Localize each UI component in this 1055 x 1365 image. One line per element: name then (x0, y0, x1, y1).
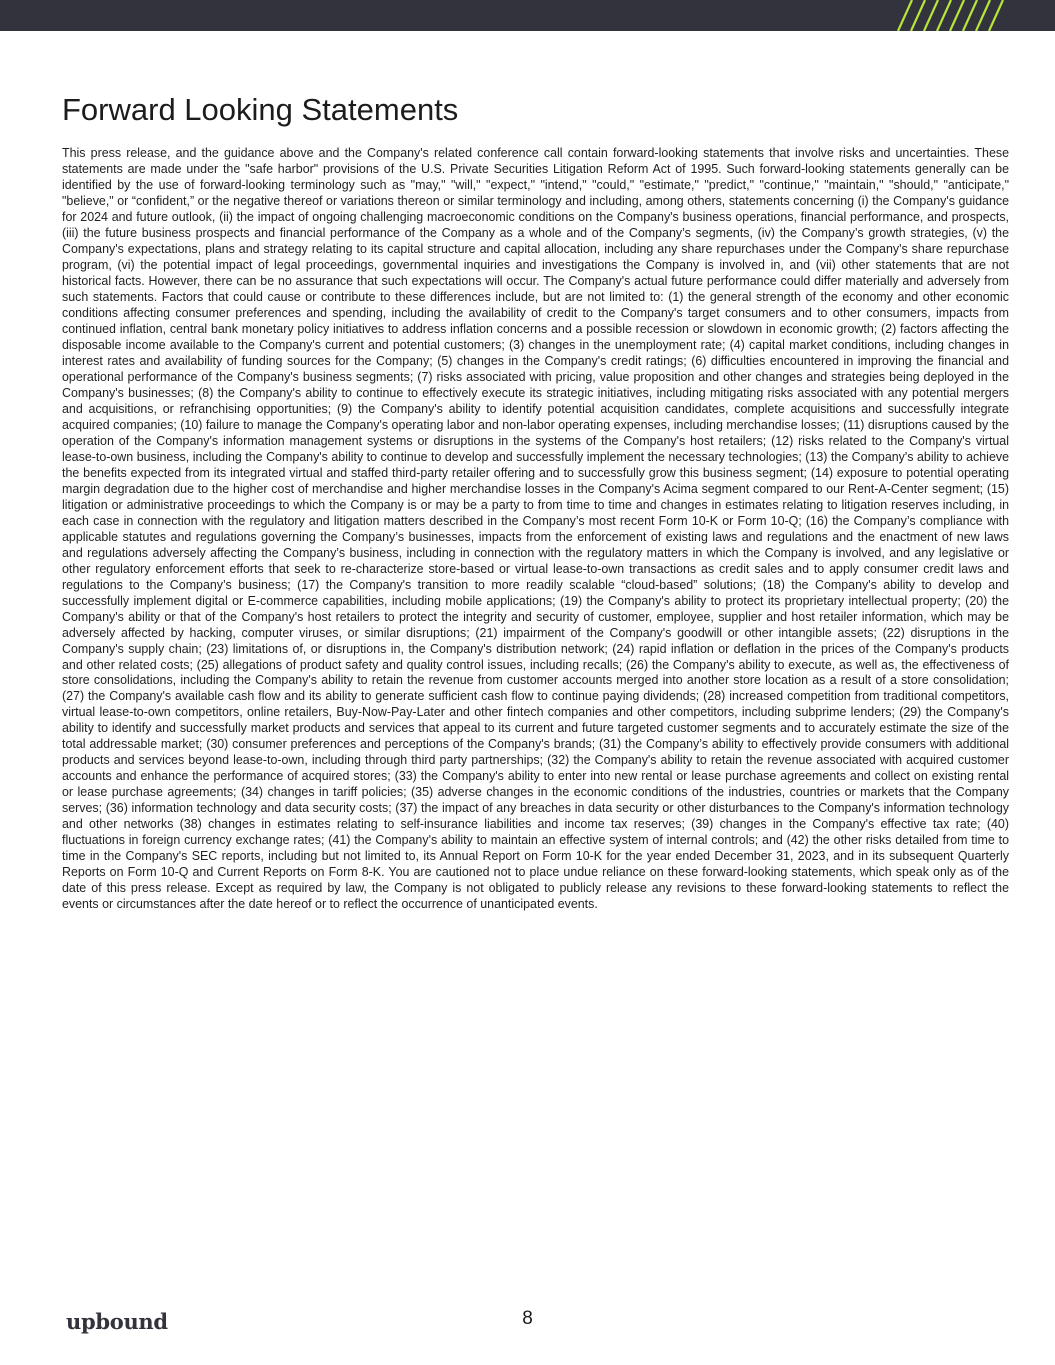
accent-stripes-icon (895, 0, 1010, 31)
page-title: Forward Looking Statements (62, 92, 459, 127)
forward-looking-statements-body: This press release, and the guidance above and the Company's related conference call contain forward-looking statements that involve risks and uncertainties. These statements are made under the "safe harbor" provisions of the U.S. Private Securities Litigation Reform Act of 1995. Such forward-looking statements generally can be identified by the use of forward-looking terminology such as "may," "will," "expect," "intend," "could," "estimate," "predict," "continue," "maintain," "should," "anticipate," "believe," or “confident,” or the negative thereof or variations thereon or similar terminology and including, among others, statements concerning (i) the Company's guidance for 2024 and future outlook, (ii) the impact of ongoing challenging macroeconomic conditions on the Company's business operations, financial performance, and prospects, (iii) the future business prospects and financial performance of the Company as a whole and of the Company’s segments, (iv) the Company’s growth strategies, (v) the Company's expectations, plans and strategy relating to its capital structure and capital allocation, including any share repurchases under the Company's share repurchase program, (vi) the potential impact of legal proceedings, governmental inquiries and investigations the Company is involved in, and (vii) other statements that are not historical facts. However, there can be no assurance that such expectations will occur. The Company's actual future performance could differ materially and adversely from such statements. Factors that could cause or contribute to these differences include, but are not limited to: (1) the general strength of the economy and other economic conditions affecting consumer preferences and spending, including the availability of credit to the Company's target consumers and to other consumers, impacts from continued inflation, central bank monetary policy initiatives to address inflation concerns and a possible recession or slowdown in economic growth; (2) factors affecting the disposable income available to the Company's current and potential customers; (3) changes in the unemployment rate; (4) capital market conditions, including changes in interest rates and availability of funding sources for the Company; (5) changes in the Company's credit ratings; (6) difficulties encountered in improving the financial and operational performance of the Company's business segments; (7) risks associated with pricing, value proposition and other changes and strategies being deployed in the Company's businesses; (8) the Company's ability to continue to effectively execute its strategic initiatives, including mitigating risks associated with any potential mergers and acquisitions, or refranchising opportunities; (9) the Company's ability to identify potential acquisition candidates, complete acquisitions and successfully integrate acquired companies; (10) failure to manage the Company's operating labor and non-labor operating expenses, including merchandise losses; (11) disruptions caused by the operation of the Company's information management systems or disruptions in the systems of the Company's host retailers; (12) risks related to the Company's virtual lease-to-own business, including the Company's ability to continue to develop and successfully implement the necessary technologies; (13) the Company's ability to achieve the benefits expected from its integrated virtual and staffed third-party retailer offering and to successfully grow this business segment; (14) exposure to potential operating margin degradation due to the higher cost of merchandise and higher merchandise losses in the Company's Acima segment compared to our Rent-A-Center segment; (15) litigation or administrative proceedings to which the Company is or may be a party to from time to time and changes in estimates relating to litigation reserves including, in each case in connection with the regulatory and litigation matters described in the Company’s most recent Form 10-K or Form 10-Q; (16) the Company’s compliance with applicable statutes and regulations governing the Company’s businesses, impacts from the enforcement of existing laws and regulations and the enactment of new laws and regulations adversely affecting the Company’s business, including in connection with the regulatory matters in which the Company is involved, and any legislative or other regulatory enforcement efforts that seek to re-characterize store-based or virtual lease-to-own transactions as credit sales and to apply consumer credit laws and regulations to the Company’s business; (17) the Company's transition to more readily scalable “cloud-based” solutions; (18) the Company's ability to develop and successfully implement digital or E-commerce capabilities, including mobile applications; (19) the Company's ability to protect its proprietary intellectual property; (20) the Company's ability or that of the Company's host retailers to protect the integrity and security of customer, employee, supplier and host retailer information, which may be adversely affected by hacking, computer viruses, or similar disruptions; (21) impairment of the Company's goodwill or other intangible assets; (22) disruptions in the Company's supply chain; (23) limitations of, or disruptions in, the Company's distribution network; (24) rapid inflation or deflation in the prices of the Company's products and other related costs; (25) allegations of product safety and quality control issues, including recalls; (26) the Company's ability to execute, as well as, the effectiveness of store consolidations, including the Company's ability to retain the revenue from customer accounts merged into another store location as a result of a store consolidation; (27) the Company's available cash flow and its ability to generate sufficient cash flow to continue paying dividends; (28) increased competition from traditional competitors, virtual lease-to-own competitors, online retailers, Buy-Now-Pay-Later and other fintech companies and other competitors, including subprime lenders; (29) the Company's ability to identify and successfully market products and services that appeal to its current and future targeted customer segments and to accurately estimate the size of the total addressable market; (30) consumer preferences and perceptions of the Company's brands; (31) the Company’s ability to effectively provide consumers with additional products and services beyond lease-to-own, including through third party partnerships; (32) the Company's ability to retain the revenue associated with acquired customer accounts and enhance the performance of acquired stores; (33) the Company's ability to enter into new rental or lease purchase agreements and collect on existing rental or lease purchase agreements; (34) changes in tariff policies; (35) adverse changes in the economic conditions of the industries, countries or markets that the Company serves; (36) information technology and data security costs; (37) the impact of any breaches in data security or other disturbances to the Company's information technology and other networks (38) changes in estimates relating to self-insurance liabilities and income tax reserves; (39) changes in the Company's effective tax rate; (40) fluctuations in foreign currency exchange rates; (41) the Company's ability to maintain an effective system of internal controls; and (42) the other risks detailed from time to time in the Company's SEC reports, including but not limited to, its Annual Report on Form 10-K for the year ended December 31, 2023, and in its subsequent Quarterly Reports on Form 10-Q and Current Reports on Form 8-K. You are cautioned not to place undue reliance on these forward-looking statements, which speak only as of the date of this press release. Except as required by law, the Company is not obligated to publicly release any revisions to these forward-looking statements to reflect the events or circumstances after the date hereof or to reflect the occurrence of unanticipated events. (62, 146, 1009, 912)
page-number: 8 (522, 1308, 533, 1329)
upbound-logo: upbound (66, 1309, 168, 1334)
